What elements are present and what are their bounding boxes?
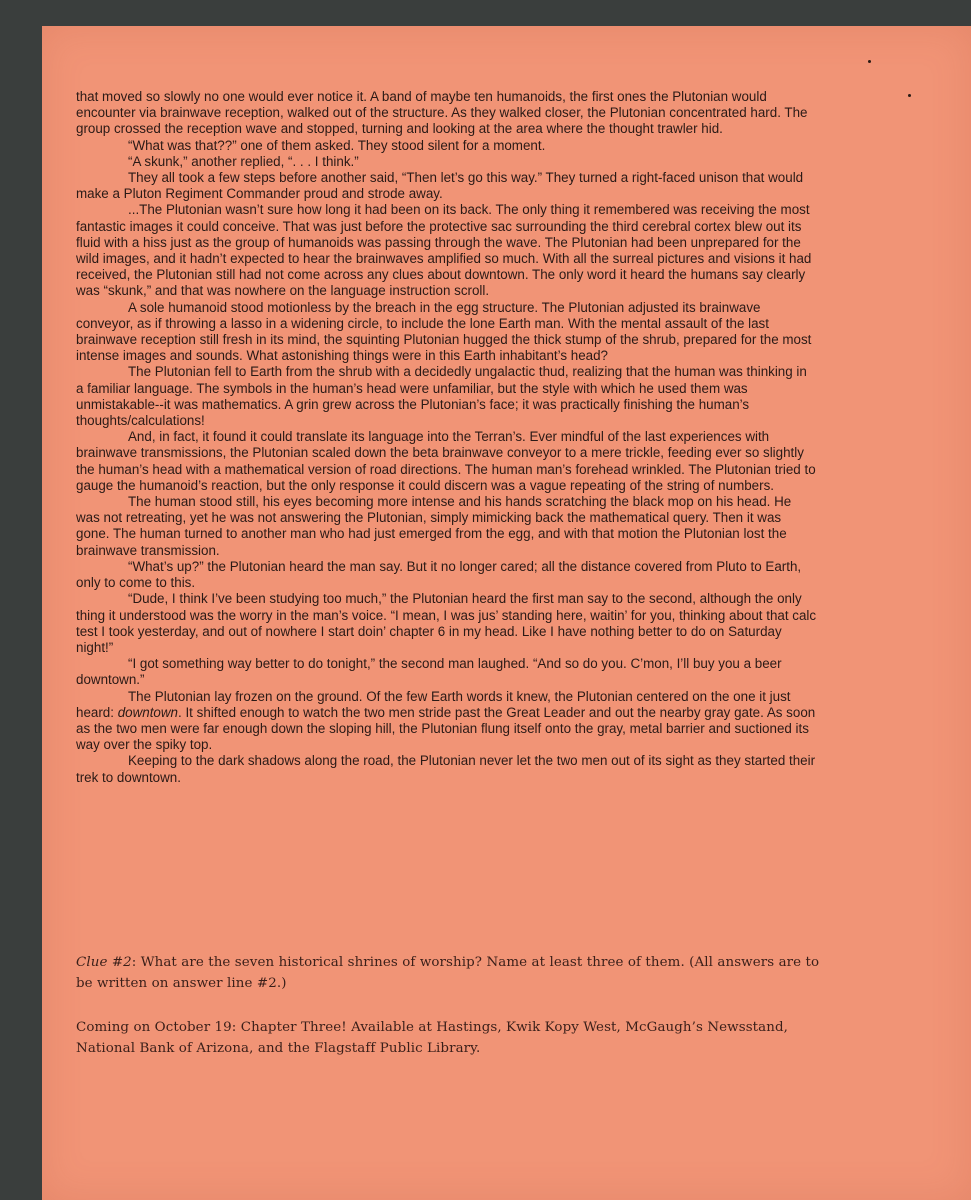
coming-soon-text: Coming on October 19: Chapter Three! Available at Hastings, Kwik Kopy West, McGaugh’s Newsstand, National Bank of Arizona, and the Flagstaff Public Library.: [76, 1020, 788, 1056]
coming-soon-notice: [76, 1017, 836, 1059]
paper-speck: [908, 94, 911, 97]
paper-speck: [868, 60, 871, 63]
story-paragraph: “I got something way better to do tonight,” the second man laughed. “And so do you. C’mon, I’ll buy you a beer downtown.”: [76, 656, 782, 688]
clue-box: [76, 952, 836, 994]
story-paragraph: And, in fact, it found it could translate its language into the Terran’s. Ever mindful of the last experiences with brainwave transmissions, the Plutonian scaled down the beta brainwave conveyor to a mere trickle, feeding ever so slightly the human’s head with a mathematical version of road directions. The human man’s forehead wrinkled. The Plutonian tried to gauge the humanoid’s reaction, but the only response it could discern was a vague repeating of the string of numbers.: [76, 429, 816, 493]
story-paragraph: The human stood still, his eyes becoming more intense and his hands scratching the black mop on his head. He was not retreating, yet he was not answering the Plutonian, simply mimicking back the mathematical query. Then it was gone. The human turned to another man who had just emerged from the egg, and with that motion the Plutonian lost the brainwave transmission.: [76, 494, 792, 558]
story-paragraph: “Dude, I think I’ve been studying too much,” the Plutonian heard the first man say to the second, although the only thing it understood was the worry in the man’s voice. “I mean, I was jus’ standing here, waitin’ for you, thinking about that calc test I took yesterday, and out of nowhere I start doin’ chapter 6 in my head. Like I have nothing better to do on Saturday night!”: [76, 591, 817, 655]
clue-text: : What are the seven historical shrines of worship? Name at least three of them. (All answers are to be written on answer line #2.): [76, 955, 820, 991]
story-paragraph: “A skunk,” another replied, “. . . I think.”: [128, 153, 359, 169]
story-text-run: . It shifted enough to watch the two men stride past the Great Leader and out the nearby gray gate. As soon as the two men were far enough down the sloping hill, the Plutonian flung itself onto the gray, metal barrier and suctioned its way over the spiky top.: [76, 704, 816, 753]
story-paragraph: “What’s up?” the Plutonian heard the man say. But it no longer cared; all the distance covered from Pluto to Earth, only to come to this.: [76, 558, 802, 591]
story-paragraph: The Plutonian fell to Earth from the shrub with a decidedly ungalactic thud, realizing that the human was thinking in a familiar language. The symbols in the human’s head were unfamiliar, but the style with which he used them was unmistakable--it was mathematics. A grin grew across the Plutonian’s face; it was practically finishing the human’s thoughts/calculations!: [76, 364, 807, 429]
story-text-run: The Plutonian lay frozen on the ground. Of the few Earth words it knew, the Plutonian centered on the one it just heard:: [76, 688, 791, 720]
story-paragraph: that moved so slowly no one would ever notice it. A band of maybe ten humanoids, the first ones the Plutonian would encounter via brainwave reception, walked out of the structure. As they walked closer, the Plutonian concentrated hard. The group crossed the reception wave and stopped, turning and looking at the area where the thought trawler hid.: [76, 89, 808, 137]
story-italic-word: downtown: [117, 704, 179, 720]
story-paragraph: “What was that??” one of them asked. They stood silent for a moment.: [128, 137, 546, 153]
story-paragraph: A sole humanoid stood motionless by the breach in the egg structure. The Plutonian adjusted its brainwave conveyor, as if throwing a lasso in a widening circle, to include the lone Earth man. With the mental assault of the last brainwave reception still fresh in its mind, the squinting Plutonian hugged the thick stump of the shrub, prepared for the most intense images and sounds. What astonishing things were in this Earth inhabitant’s head?: [76, 299, 812, 364]
story-paragraph: [76, 689, 818, 754]
story-paragraph: Keeping to the dark shadows along the road, the Plutonian never let the two men out of its sight as they started their trek to downtown.: [76, 753, 816, 785]
story-paragraph: ...The Plutonian wasn’t sure how long it had been on its back. The only thing it remembered was receiving the most fantastic images it could conceive. That was just before the protective sac surrounding the third cerebral cortex blew out its fluid with a hiss just as the group of humanoids was passing through the wave. The Plutonian had been unprepared for the wild images, and it hadn’t expected to hear the brainwaves amplified so much. With all the surreal pictures and visions it had received, the Plutonian still had not come across any clues about downtown. The only word it heard the humans say clearly was “skunk,” and that was nowhere on the language instruction scroll.: [76, 202, 812, 299]
clue-label: Clue #2: [76, 955, 132, 970]
story-text: [76, 89, 818, 786]
story-paragraph: They all took a few steps before another said, “Then let’s go this way.” They turned a right-faced unison that would make a Pluton Regiment Commander proud and strode away.: [76, 170, 804, 202]
